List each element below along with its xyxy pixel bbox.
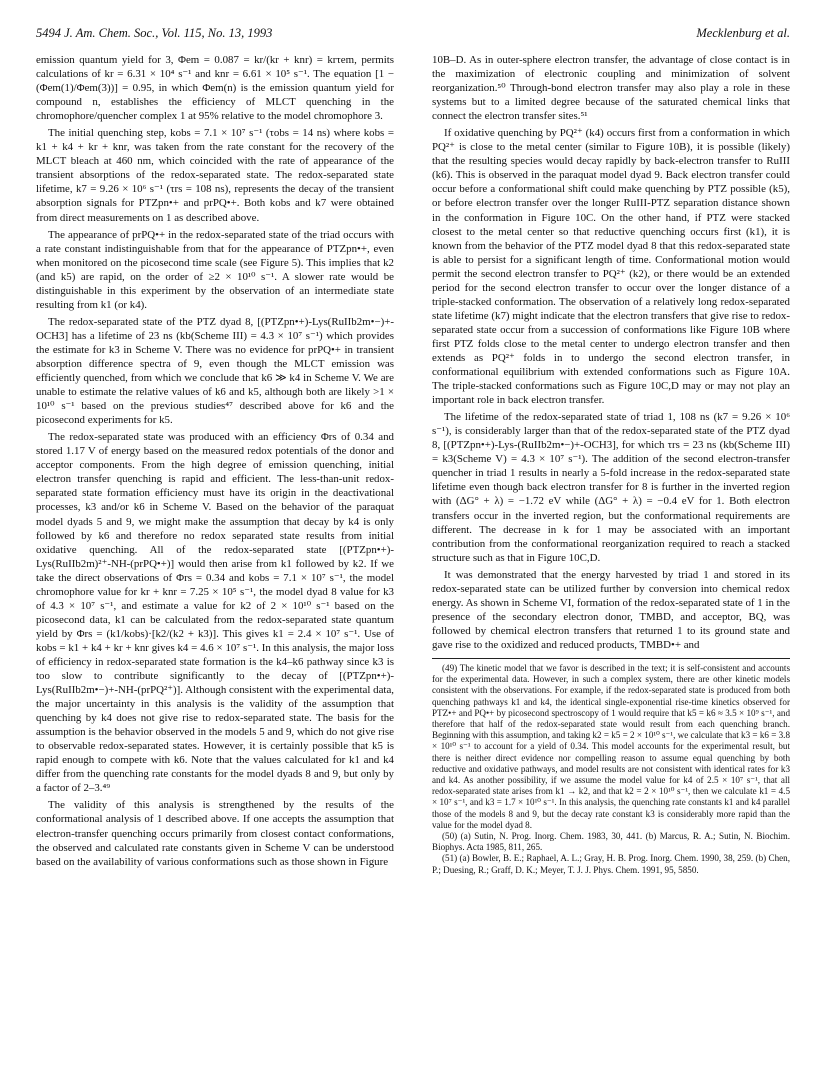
paragraph: The initial quenching step, kobs = 7.1 × 10⁷ s⁻¹ (τobs = 14 ns) where kobs = k1 + k4 + kr + knr, was taken from the rate constant for the recovery of the MLCT bleach at 460 nm, which coincided with the rate of appearance of the transient absorptions of the redox-separated state. The redox-separated state lifetime, k7 = 9.26 × 10⁶ s⁻¹ (τrs = 108 ns), represents the decay of the transient absorption signals for PTZpn•+ and prPQ•+. Both kobs and k7 were obtained from direct measurements on 1 as described above. (36, 127, 394, 224)
footnotes (432, 663, 790, 876)
journal-citation: 5494 J. Am. Chem. Soc., Vol. 115, No. 13, 1993 (36, 26, 273, 40)
paragraph: 10B–D. As in outer-sphere electron transfer, the advantage of close contact is in the maximization of electronic coupling and minimization of solvent reorganization.⁵⁰ Through-bond electron transfer may also play a role in these systems but to a limited degree because of the saturated chemical links that connect the electron transfer sites.⁵¹ (432, 54, 790, 123)
paragraph: It was demonstrated that the energy harvested by triad 1 and stored in its redox-separated state can be utilized further by conversion into chemical redox energy. As shown in Scheme VI, formation of the redox-separated state of 1 in the presence of the secondary electron donor, TMBD, and acceptor, BQ, was followed by chemical electron transfers that returned 1 to its ground state and gave rise to the oxidized and reduced products, TMBD•+ and (432, 568, 790, 651)
author-line: Mecklenburg et al. (696, 26, 790, 40)
paragraph: The redox-separated state was produced with an efficiency Φrs of 0.34 and stored 1.17 V of energy based on the measured redox potentials of the donor and acceptor components. From the high degree of emission quenching, initial electron transfer quenching is rapid and efficient. The less-than-unit redox-separated state formation efficiency must have its origin in the deactivational processes, k3 and/or k6 in Scheme V. Based on the behavior of the paraquat model dyads 5 and 9, we might make the assumption that decay by k4 is only followed by k6 and therefore no redox separated state results from initial oxidative quenching. All of the redox-separated state [(PTZpn•+)-Lys(RuIIb2m)²⁺-NH-(prPQ•+)] would then arise from k1 followed by k2. If we take the direct observations of Φrs = 0.34 and kobs = 7.1 × 10⁷ s⁻¹, the model chromophore value for kr + knr = 7.25 × 10⁵ s⁻¹, the model dyad 8 value for k3 of 4.3 × 10⁷ s⁻¹, and estimate a value for k2 of 2 × 10¹⁰ s⁻¹ based on the picosecond data, k1 can be calculated from the redox-separated state quantum yield by Φrs = (k1/kobs)·[k2/(k2 + k3)]. This gives k1 = 2.4 × 10⁷ s⁻¹. Use of kobs = k1 + k4 + kr + knr gives k4 = 4.6 × 10⁷ s⁻¹. In this analysis, the major loss of efficiency in redox-separated state formation is the k4–k6 pathway since k3 is too slow to contribute significantly to the decay of [(PTZpn•+)-Lys(RuIIb2m•−)+-NH-(prPQ²⁺)]. Although consistent with the experimental data, the major uncertainty in this analysis is the validity of the assumption that quenching by k4 does not give rise to redox-separated state. The basis for the assumption is the behavior observed in the models 5 and 9, which do not give rise to observable redox-separated states. However, it is certainly possible that k5 is rapid enough to compete with k6. Note that the values calculated for k1 and k4 differ from the quenching rate constants for the model dyads 8 and 9, but only by a factor of 2–3.⁴⁹ (36, 431, 394, 795)
running-header (36, 26, 790, 44)
paragraph: emission quantum yield for 3, Φem = 0.087 = kr/(kr + knr) = krτem, permits calculations of kr = 6.31 × 10⁴ s⁻¹ and knr = 6.61 × 10⁵ s⁻¹. The equation [1 − (Φem(1)/Φem(3))] = 0.95, in which Φem(n) is the emission quantum yield for compound n, establishes the efficiency of MLCT quenching in the chromophore/quencher complex 1 at 95% relative to the model chromophore 3. (36, 54, 394, 123)
footnote-49: (49) The kinetic model that we favor is described in the text; it is self-consistent and accounts for the experimental data. However, in such a complex system, there are other kinetic models consistent with the observations. For example, if the redox-separated state is produced from both quenching pathways k1 and k4, the identical single-exponential rise-time kinetics observed for PTZ•+ and PQ•+ by picosecond spectroscopy of 1 would require that k5 = k6 ≈ 3.5 × 10⁹ s⁻¹, and therefore that half of the redox-separated state would result from each quenching branch. Beginning with this assumption, and taking k2 = k5 = 2 × 10¹⁰ s⁻¹, we calculate that k3 = k6 = 3.8 × 10¹⁰ s⁻¹ to account for a yield of 0.34. This model accounts for the experimental result, but there is neither direct evidence nor compelling reason to assume equal quenching by both reductive and oxidative pathways, and model results are not consistent with identical rates for k3 and k4. As another possibility, if we assume the model value for k4 of 2.5 × 10⁷ s⁻¹, that all redox-separated state arises from k1 → k2, and that k2 = 2 × 10¹⁰ s⁻¹, then we calculate k1 = 4.5 × 10⁷ s⁻¹, and k3 = 1.7 × 10¹⁰ s⁻¹. In this analysis, the quenching rate constants k1 and k4 parallel those of the models 8 and 9, but the decay rate constant k3 is considerably more rapid than the value for the model dyad 8. (432, 662, 790, 830)
paragraph: If oxidative quenching by PQ²⁺ (k4) occurs first from a conformation in which PQ²⁺ is close to the metal center (similar to Figure 10B), it is possible (likely) that the resulting species would decay rapidly by back-electron transfer to RuIII (k6). This is observed in the paraquat model dyad 9. Back electron transfer could occur before a conformational shift could make quenching by PTZ possible (k5), or before electron transfer over the longer RuIII-PTZ separation distance shown in the conformation in Figure 10C. On the other hand, if PTZ were stacked closest to the metal center so that reductive quenching occurs first (k1), it is known from the behavior of the PTZ model dyad 8 that this redox-separated state is able to persist for a significant length of time. Conformational motion would permit the second electron transfer to PQ²⁺ (k2), or there would be an extended period for the second electron transfer to occur over the longer distance of a triple-stacked conformation. The observation of a relatively long redox-separated state lifetime (k7) might indicate that the electron transfers that give rise to redox-separated state occur from a succession of conformations like Figure 10B where first PTZ folds close to the metal center to undergo electron transfer and then extends as PQ²⁺ folds in to undergo the second electron transfer, in conformational equilibrium with extended conformations such as Figure 10A. The triple-stacked conformations such as Figure 10C,D may or may not play an important role in back electron transfer. (432, 127, 790, 407)
paragraph: The redox-separated state of the PTZ dyad 8, [(PTZpn•+)-Lys(RuIIb2m•−)+-OCH3] has a lifetime of 23 ns (kb(Scheme III) = 4.3 × 10⁷ s⁻¹) which provides the estimate for k3 in Scheme V. There was no evidence for prPQ•+ in transient absorption difference spectra of 9, even though the MLCT emission was efficiently quenched, from which we conclude that k6 ≫ k4 in Scheme V. We are unable to estimate the relative values of k6 and k5, although both are likely >1 × 10¹⁰ s⁻¹ based on the previous studies⁴⁷ described above for k6 and the picosecond experiments for k5. (36, 315, 394, 427)
right-column (432, 53, 790, 876)
left-column (36, 53, 394, 869)
footnote-divider (432, 658, 790, 659)
paragraph: The appearance of prPQ•+ in the redox-separated state of the triad occurs with a rate constant indistinguishable from that for the appearance of PTZpn•+, even when monitored on the picosecond time scale (see Figure 5). This implies that k2 (and k5) are rapid, on the order of ≥2 × 10¹⁰ s⁻¹. A slower rate would be distinguishable in this experiment by the observation of an intermediate state resulting from k1 (or k4). (36, 228, 394, 311)
paragraph: The lifetime of the redox-separated state of triad 1, 108 ns (k7 = 9.26 × 10⁶ s⁻¹), is considerably larger than that of the redox-separated state of the PTZ dyad 8, [(PTZpn•+)-Lys-(RuIIb2m•−)+-OCH3], for which τrs = 23 ns (kb(Scheme III) = k3(Scheme V) = 4.3 × 10⁷ s⁻¹). The addition of the second electron-transfer quencher in triad 1 results in nearly a 5-fold increase in the redox-separated state lifetime even though back electron transfer for 8 is further in the inverted region with (ΔG° + λ) = −1.72 eV while (ΔG° + λ) = −0.4 eV for 1. Both electron transfers occur in the inverted region, but the conformational requirements are different. The decrease in k for 1 may be associated with an important contribution from the conformational reorganization required to reach a stacked structure such as that in Figure 10C,D. (432, 411, 790, 564)
footnote-50: (50) (a) Sutin, N. Prog. Inorg. Chem. 1983, 30, 441. (b) Marcus, R. A.; Sutin, N. Biochim. Biophys. Acta 1985, 811, 265. (432, 831, 790, 853)
paragraph: The validity of this analysis is strengthened by the results of the conformational analysis of 1 described above. If one accepts the assumption that electron-transfer quenching occurs primarily from closest contact conformations, the observed and calculated rate constants given in Scheme V can be understood based on the availability of various conformations such as those shown in Figure (36, 799, 394, 868)
footnote-51: (51) (a) Bowler, B. E.; Raphael, A. L.; Gray, H. B. Prog. Inorg. Chem. 1990, 38, 259. (b) Chen, P.; Duesing, R.; Graff, D. K.; Meyer, T. J. J. Phys. Chem. 1991, 95, 5850. (432, 853, 790, 875)
